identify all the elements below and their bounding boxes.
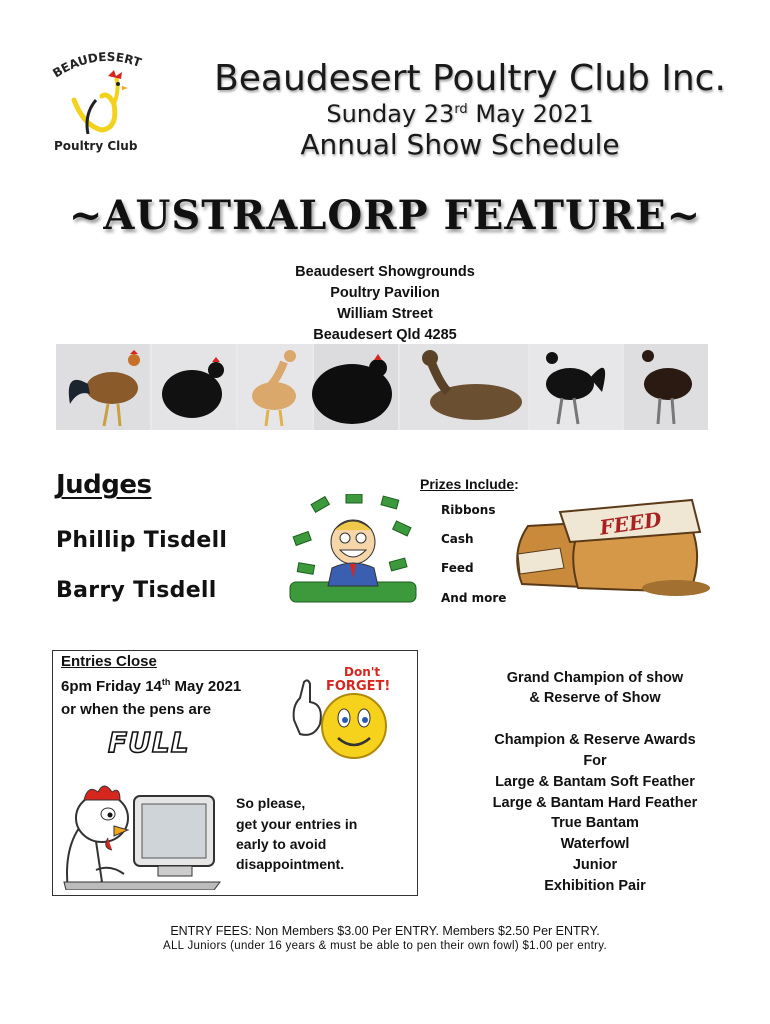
bird-photo-3: [238, 344, 312, 430]
entry-fees: ENTRY FEES: Non Members $3.00 Per ENTRY. Members $2.50 Per ENTRY.: [170, 924, 600, 938]
please-line: early to avoid: [236, 836, 327, 852]
award-line: Exhibition Pair: [544, 878, 646, 894]
feed-bag-label: FEED: [598, 507, 663, 540]
club-logo: [44, 48, 164, 160]
bird-photo-6: [530, 344, 622, 430]
judge-name: Barry Tisdell: [56, 578, 217, 603]
venue-line: Beaudesert Qld 4285: [313, 327, 457, 343]
please-line: So please,: [236, 795, 306, 811]
award-line: Waterfowl: [560, 836, 630, 852]
full-text: FULL: [108, 726, 190, 759]
venue-address: [0, 262, 770, 346]
venue-line: Beaudesert Showgrounds: [295, 264, 475, 280]
judges-heading: Judges: [56, 470, 152, 500]
award-line: Junior: [572, 857, 618, 873]
prizes-heading: Prizes Include:: [420, 476, 519, 492]
bird-photo-4: [312, 344, 398, 430]
award-line: For: [583, 753, 607, 769]
please-line: get your entries in: [236, 816, 358, 832]
logo-sub-text: Poultry Club: [54, 139, 138, 153]
judge-name: Phillip Tisdell: [56, 528, 228, 553]
prize-item: Ribbons: [441, 503, 496, 517]
entries-deadline: 6pm Friday 14th May 2021: [61, 677, 242, 695]
feature-title: ~AUSTRALORP FEATURE~: [68, 192, 702, 239]
dont-forget-smiley-image: [284, 662, 398, 762]
bird-photo-2: [152, 344, 236, 430]
award-line: Grand Champion of show: [506, 670, 684, 686]
cash-cartoon-image: [286, 494, 420, 606]
chicken-at-computer-image: [62, 778, 222, 890]
award-line: Large & Bantam Soft Feather: [495, 774, 695, 790]
dont-text: Don't: [344, 665, 381, 679]
award-line: & Reserve of Show: [529, 690, 661, 706]
prize-item: Feed: [441, 561, 474, 575]
schedule-subtitle: Annual Show Schedule: [300, 128, 620, 161]
prize-item: And more: [441, 591, 507, 605]
show-date: Sunday 23rd May 2021: [326, 100, 594, 128]
bird-photo-7: [624, 344, 708, 430]
club-title: Beaudesert Poultry Club Inc.: [214, 58, 726, 99]
bird-photo-5: [400, 344, 528, 430]
venue-line: Poultry Pavilion: [330, 285, 440, 301]
award-line: True Bantam: [551, 815, 639, 831]
bird-photo-1: [56, 344, 150, 430]
poultry-photo-strip: [56, 344, 708, 430]
award-line: Champion & Reserve Awards: [494, 732, 696, 748]
award-line: Large & Bantam Hard Feather: [492, 795, 698, 811]
logo-arc-text: BEAUDESERT: [50, 49, 144, 81]
forget-text: FORGET!: [326, 679, 391, 694]
please-line: disappointment.: [236, 856, 345, 872]
prize-item: Cash: [441, 532, 474, 546]
venue-line: William Street: [337, 306, 433, 322]
entries-condition: or when the pens are: [61, 701, 212, 718]
svg-text:BEAUDESERT: [50, 50, 144, 81]
feed-bags-image: [500, 492, 714, 598]
entries-heading: Entries Close: [61, 653, 157, 670]
junior-fees: ALL Juniors (under 16 years & must be able to pen their own fowl) $1.00 per entry.: [163, 940, 607, 952]
